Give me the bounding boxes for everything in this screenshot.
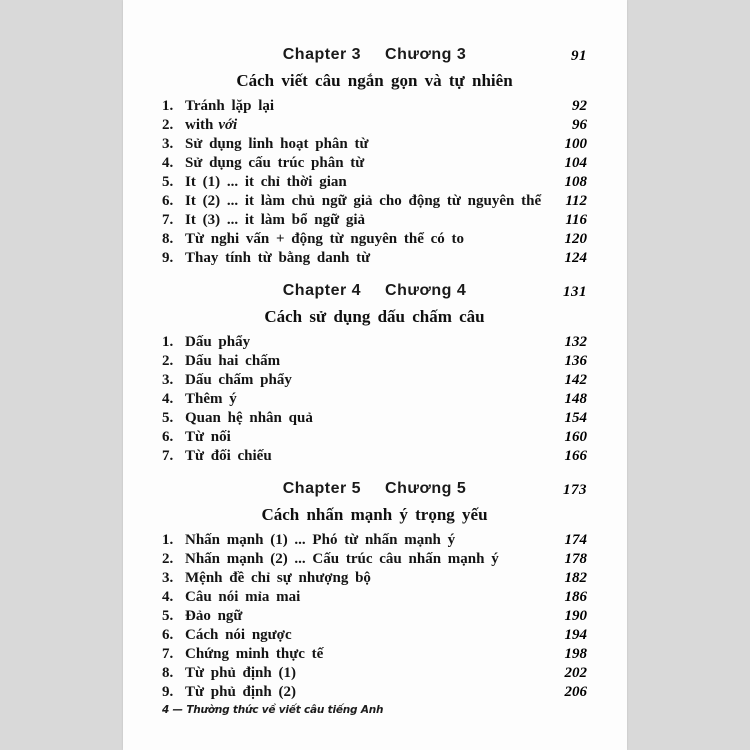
entry-number: 2. — [162, 551, 174, 567]
chapter-label-vi: Chương 3 — [385, 46, 467, 63]
chapter-page-number: 173 — [563, 482, 587, 498]
chapter-label-vi: Chương 4 — [385, 282, 467, 299]
toc-entry — [162, 372, 587, 391]
toc-entry — [162, 231, 587, 250]
toc-sections — [123, 0, 627, 703]
toc-entry — [162, 155, 587, 174]
toc-entry — [162, 334, 587, 353]
entry-title: Câu nói mỉa mai — [185, 589, 301, 605]
toc-entry — [162, 589, 587, 608]
toc-entry — [162, 353, 587, 372]
toc-entry — [162, 410, 587, 429]
toc-entry — [162, 98, 587, 117]
chapter-label-vi: Chương 5 — [385, 480, 467, 497]
entry-page-number: 186 — [564, 589, 587, 605]
entry-page-number: 194 — [564, 627, 587, 643]
toc-entry — [162, 448, 587, 467]
entry-title: Tránh lặp lại — [185, 98, 275, 114]
toc-entry — [162, 193, 587, 212]
toc-entry — [162, 391, 587, 410]
entry-page-number: 92 — [572, 98, 587, 114]
footer-text: 4 — Thường thức về viết câu tiếng Anh — [162, 704, 384, 716]
entry-number: 4. — [162, 589, 174, 605]
toc-entry — [162, 684, 587, 703]
toc-entry — [162, 665, 587, 684]
section-title: Cách nhấn mạnh ý trọng yếu — [261, 505, 488, 524]
entry-number: 7. — [162, 646, 174, 662]
entry-title: Sử dụng linh hoạt phân từ — [185, 136, 369, 152]
toc-entry — [162, 551, 587, 570]
page-footer — [162, 704, 383, 716]
toc-section — [162, 480, 587, 703]
entry-title: Thay tính từ bằng danh từ — [185, 250, 371, 266]
entry-page-number: 108 — [564, 174, 587, 190]
entry-page-number: 154 — [564, 410, 587, 426]
section-title: Cách viết câu ngắn gọn và tự nhiên — [236, 71, 513, 90]
entry-page-number: 166 — [564, 448, 587, 464]
section-items — [162, 98, 587, 269]
entry-number: 7. — [162, 448, 174, 464]
entry-number: 6. — [162, 627, 174, 643]
entry-page-number: 190 — [564, 608, 587, 624]
section-items — [162, 334, 587, 467]
entry-number: 1. — [162, 98, 174, 114]
entry-page-number: 124 — [564, 250, 587, 266]
entry-title: It (3) ... it làm bổ ngữ giả — [185, 212, 366, 228]
entry-title: Mệnh đề chỉ sự nhượng bộ — [185, 570, 371, 586]
entry-page-number: 136 — [564, 353, 587, 369]
chapter-page-number: 91 — [571, 48, 587, 64]
toc-entry — [162, 136, 587, 155]
entry-page-number: 104 — [564, 155, 587, 171]
entry-title: Nhấn mạnh (1) ... Phó từ nhấn mạnh ý — [185, 532, 456, 548]
entry-title: It (1) ... it chỉ thời gian — [185, 174, 347, 190]
entry-title: Từ nối — [185, 429, 231, 445]
entry-number: 2. — [162, 117, 174, 133]
entry-page-number: 160 — [564, 429, 587, 445]
book-page — [123, 0, 627, 750]
entry-page-number: 132 — [564, 334, 587, 350]
entry-title-italic: với — [218, 117, 238, 133]
entry-title: Nhấn mạnh (2) ... Cấu trúc câu nhấn mạnh ý — [185, 551, 499, 567]
toc-entry — [162, 250, 587, 269]
entry-page-number: 202 — [564, 665, 587, 681]
toc-entry — [162, 532, 587, 551]
entry-number: 2. — [162, 353, 174, 369]
entry-number: 6. — [162, 193, 174, 209]
entry-number: 1. — [162, 532, 174, 548]
entry-number: 6. — [162, 429, 174, 445]
entry-title: Từ phủ định (1) — [185, 665, 296, 681]
entry-number: 5. — [162, 608, 174, 624]
entry-page-number: 120 — [564, 231, 587, 247]
toc-entry — [162, 429, 587, 448]
entry-title: Quan hệ nhân quả — [185, 410, 313, 426]
entry-number: 9. — [162, 250, 174, 266]
chapter-label-en: Chapter 3 — [282, 46, 362, 63]
entry-title: Dấu phẩy — [185, 334, 251, 350]
entry-page-number: 182 — [564, 570, 587, 586]
toc-entry — [162, 646, 587, 665]
toc-entry — [162, 117, 587, 136]
entry-title: Dấu hai chấm — [185, 353, 281, 369]
entry-title: Đảo ngữ — [185, 608, 243, 624]
entry-number: 4. — [162, 391, 174, 407]
toc-section — [162, 282, 587, 467]
entry-title: Thêm ý — [185, 391, 237, 407]
chapter-heading — [162, 282, 587, 304]
entry-title: Sử dụng cấu trúc phân từ — [185, 155, 365, 171]
entry-number: 4. — [162, 155, 174, 171]
entry-title: Cách nói ngược — [185, 627, 292, 643]
entry-title: It (2) ... it làm chủ ngữ giả cho động từ nguyên thể — [185, 193, 542, 209]
toc-section — [162, 46, 587, 269]
chapter-label-en: Chapter 5 — [282, 480, 362, 497]
entry-page-number: 96 — [572, 117, 587, 133]
entry-page-number: 112 — [565, 193, 587, 209]
chapter-label-en: Chapter 4 — [282, 282, 362, 299]
entry-page-number: 174 — [564, 532, 587, 548]
entry-number: 3. — [162, 372, 174, 388]
entry-title: Từ nghi vấn + động từ nguyên thể có to — [185, 231, 465, 247]
entry-number: 5. — [162, 410, 174, 426]
entry-page-number: 142 — [564, 372, 587, 388]
entry-number: 9. — [162, 684, 174, 700]
entry-title: with — [185, 117, 214, 133]
entry-page-number: 198 — [564, 646, 587, 662]
chapter-heading — [162, 46, 587, 68]
entry-page-number: 178 — [564, 551, 587, 567]
entry-title: Dấu chấm phẩy — [185, 372, 292, 388]
toc-entry — [162, 608, 587, 627]
section-title: Cách sử dụng dấu chấm câu — [264, 307, 485, 326]
entry-title: Từ đối chiếu — [185, 448, 272, 464]
entry-page-number: 206 — [564, 684, 587, 700]
entry-number: 3. — [162, 136, 174, 152]
entry-title: Chứng minh thực tế — [185, 646, 324, 662]
chapter-page-number: 131 — [563, 284, 587, 300]
toc-entry — [162, 174, 587, 193]
entry-page-number: 100 — [564, 136, 587, 152]
entry-number: 5. — [162, 174, 174, 190]
entry-number: 7. — [162, 212, 174, 228]
entry-title: Từ phủ định (2) — [185, 684, 296, 700]
entry-page-number: 148 — [564, 391, 587, 407]
entry-number: 8. — [162, 231, 174, 247]
toc-entry — [162, 627, 587, 646]
toc-entry — [162, 570, 587, 589]
chapter-heading — [162, 480, 587, 502]
toc-entry — [162, 212, 587, 231]
entry-number: 3. — [162, 570, 174, 586]
entry-page-number: 116 — [565, 212, 587, 228]
section-items — [162, 532, 587, 703]
entry-number: 1. — [162, 334, 174, 350]
entry-number: 8. — [162, 665, 174, 681]
